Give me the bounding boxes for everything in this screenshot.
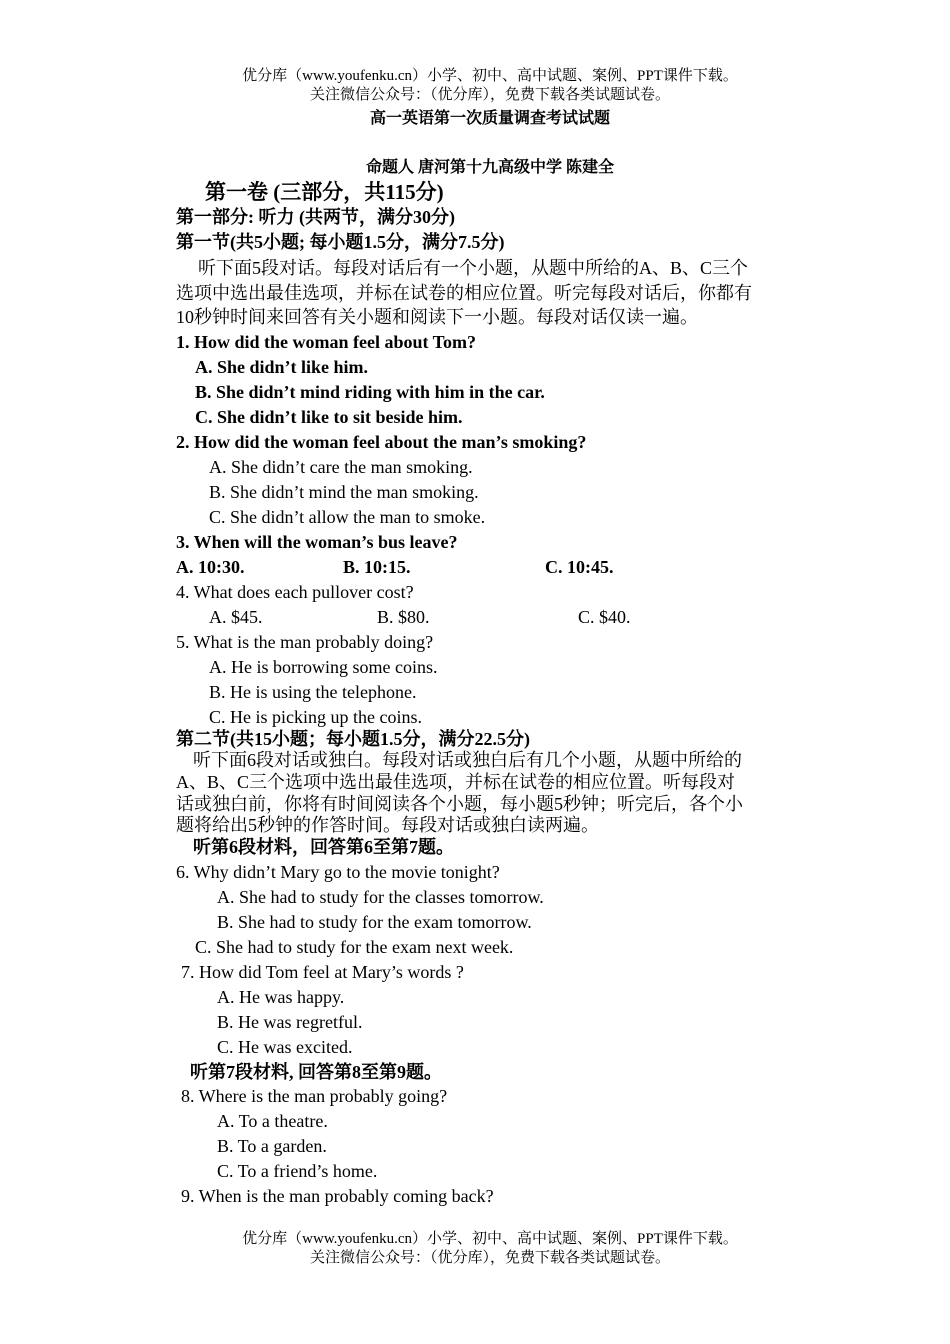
q1-option-a: A. She didn’t like him. xyxy=(195,357,369,377)
material6-heading: 听第6段材料，回答第6至第7题。 xyxy=(193,837,454,857)
q7-option-b: B. He was regretful. xyxy=(217,1012,363,1032)
q2-option-a: A. She didn’t care the man smoking. xyxy=(209,457,473,477)
q5-option-a: A. He is borrowing some coins. xyxy=(209,657,438,677)
q6-option-b: B. She had to study for the exam tomorrow. xyxy=(217,912,532,932)
section2-instruction-1: 听下面6段对话或独白。每段对话或独白后有几个小题，从题中所给的 xyxy=(193,750,742,770)
exam-author: 命题人 唐河第十九高级中学 陈建全 xyxy=(365,159,614,176)
q8-option-a: A. To a theatre. xyxy=(217,1111,328,1131)
q8-stem: 8. Where is the man probably going? xyxy=(181,1086,448,1106)
header-line-1: 优分库（www.youfenku.cn）小学、初中、高中试题、案例、PPT课件下载。 xyxy=(242,68,738,84)
q3-option-b: B. 10:15. xyxy=(343,557,411,577)
q4-option-a: A. $45. xyxy=(209,607,263,627)
material7-heading: 听第7段材料, 回答第8至第9题。 xyxy=(190,1062,442,1082)
exam-title: 高一英语第一次质量调查考试试题 xyxy=(369,110,610,127)
q7-option-a: A. He was happy. xyxy=(217,987,345,1007)
footer-line-2: 关注微信公众号：（优分库），免费下载各类试题试卷。 xyxy=(309,1250,670,1266)
q3-stem: 3. When will the woman’s bus leave? xyxy=(176,532,458,552)
q6-option-c: C. She had to study for the exam next week. xyxy=(195,937,514,957)
q8-option-b: B. To a garden. xyxy=(217,1136,327,1156)
section2-instruction-2: A、B、C三个选项中选出最佳选项，并标在试卷的相应位置。听每段对 xyxy=(176,772,736,792)
q3-option-a: A. 10:30. xyxy=(176,557,245,577)
section1-instruction-2: 选项中选出最佳选项，并标在试卷的相应位置。听完每段对话后，你都有 xyxy=(176,283,752,303)
q4-option-b: B. $80. xyxy=(377,607,430,627)
q2-stem: 2. How did the woman feel about the man’s smoking? xyxy=(176,432,587,452)
section2-instruction-3: 话或独白前，你将有时间阅读各个小题，每小题5秒钟；听完后，各个小 xyxy=(176,794,743,814)
section2-heading: 第二节(共15小题；每小题1.5分，满分22.5分) xyxy=(176,729,530,749)
q1-option-b: B. She didn’t mind riding with him in the car. xyxy=(195,382,545,402)
q2-option-c: C. She didn’t allow the man to smoke. xyxy=(209,507,486,527)
section2-instruction-4: 题将给出5秒钟的作答时间。每段对话或独白读两遍。 xyxy=(176,815,599,835)
q7-option-c: C. He was excited. xyxy=(217,1037,353,1057)
q8-option-c: C. To a friend’s home. xyxy=(217,1161,378,1181)
q3-option-c: C. 10:45. xyxy=(545,557,614,577)
q6-option-a: A. She had to study for the classes tomorrow. xyxy=(217,887,544,907)
q9-stem: 9. When is the man probably coming back? xyxy=(181,1186,494,1206)
q2-option-b: B. She didn’t mind the man smoking. xyxy=(209,482,479,502)
q1-option-c: C. She didn’t like to sit beside him. xyxy=(195,407,463,427)
q7-stem: 7. How did Tom feel at Mary’s words ? xyxy=(181,962,464,982)
q1-stem: 1. How did the woman feel about Tom? xyxy=(176,332,477,352)
q5-stem: 5. What is the man probably doing? xyxy=(176,632,434,652)
section1-heading: 第一节(共5小题; 每小题1.5分，满分7.5分) xyxy=(176,232,505,252)
volume-heading: 第一卷 (三部分，共115分) xyxy=(205,180,444,204)
q5-option-b: B. He is using the telephone. xyxy=(209,682,417,702)
q5-option-c: C. He is picking up the coins. xyxy=(209,707,422,727)
q4-option-c: C. $40. xyxy=(578,607,631,627)
q6-stem: 6. Why didn’t Mary go to the movie tonight? xyxy=(176,862,500,882)
section1-instruction-3: 10秒钟时间来回答有关小题和阅读下一小题。每段对话仅读一遍。 xyxy=(176,307,698,327)
q4-stem: 4. What does each pullover cost? xyxy=(176,582,414,602)
section1-instruction-1: 听下面5段对话。每段对话后有一个小题，从题中所给的A、B、C三个 xyxy=(198,258,749,278)
header-line-2: 关注微信公众号：（优分库），免费下载各类试题试卷。 xyxy=(309,87,670,103)
footer-line-1: 优分库（www.youfenku.cn）小学、初中、高中试题、案例、PPT课件下载。 xyxy=(242,1231,738,1247)
part1-heading: 第一部分: 听力 (共两节，满分30分) xyxy=(176,207,455,227)
